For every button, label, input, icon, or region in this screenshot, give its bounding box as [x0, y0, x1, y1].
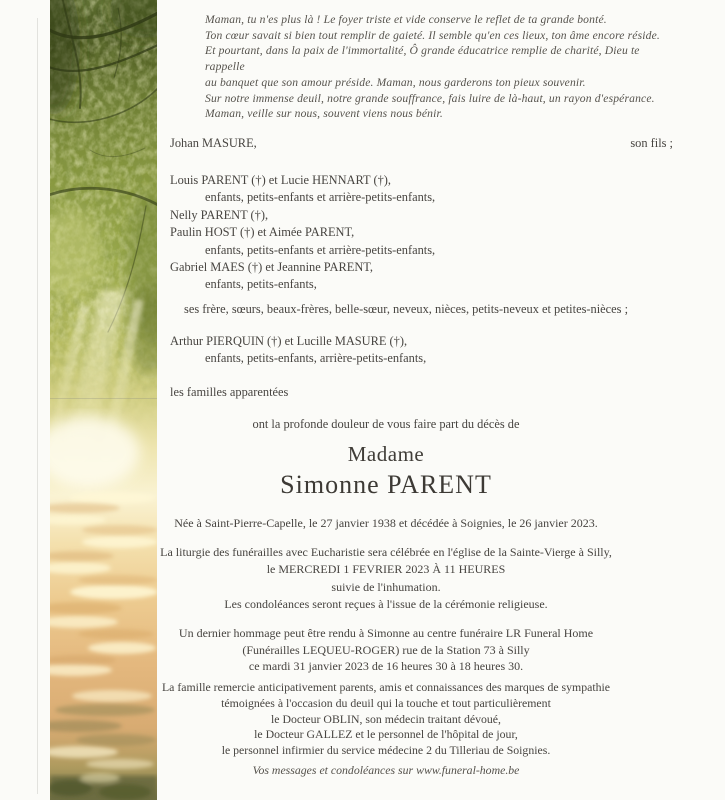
son-relation: son fils ; [630, 136, 673, 150]
family-line: Paulin HOST (†) et Aimée PARENT, [170, 225, 355, 240]
condolences-line: Les condoléances seront reçues à l'issue de la cérémonie religieuse. [224, 597, 548, 611]
family-line: Arthur PIERQUIN (†) et Lucille MASURE (†), [170, 334, 408, 348]
family-line-descendants: enfants, petits-enfants, [205, 277, 317, 292]
poem-line-3: Et pourtant, dans la paix de l'immortalité, Ô grande éducatrice remplie de charité, Dieu te rappelle [205, 44, 640, 74]
related-families-line: les familles apparentées [170, 385, 289, 399]
tribute-block [146, 625, 626, 675]
family-list-second [170, 333, 670, 368]
siblings-line: ses frère, sœurs, beaux-frères, belle-sœur, neveux, nièces, petits-neveux et petites-nièces ; [184, 302, 629, 316]
tribute-line-2: (Funérailles LEQUEU-ROGER) rue de la Station 73 à Silly [242, 642, 530, 657]
thanks-line-5: le personnel infirmier du service médecine 2 du Tilleriau de Soignies. [221, 743, 551, 758]
forest-path-photo [50, 0, 157, 800]
announcement-intro: ont la profonde douleur de vous faire part du décès de [252, 417, 520, 431]
forest-path-illustration [50, 0, 157, 800]
family-line: Gabriel MAES (†) et Jeannine PARENT, [170, 260, 374, 275]
poem-line-5: Sur notre immense deuil, notre grande souffrance, fais luire de là-haut, un rayon d'espérance. [205, 91, 655, 105]
poem-line-6: Maman, veille sur nous, souvent viens nous bénir. [205, 107, 443, 121]
family-line-descendants: enfants, petits-enfants et arrière-petits-enfants, [205, 190, 436, 205]
tribute-line-3: ce mardi 31 janvier 2023 de 16 heures 30 à 18 heures 30. [248, 659, 524, 674]
thanks-block [146, 680, 626, 759]
memorial-poem [205, 12, 665, 122]
family-line-descendants: enfants, petits-enfants, arrière-petits-enfants, [205, 351, 427, 366]
website-line: Vos messages et condoléances sur www.funeral-home.be [252, 763, 520, 777]
deceased-title: Madame [347, 442, 425, 466]
poem-line-4: au banquet que son amour préside. Maman, nous garderons ton pieux souvenir. [205, 75, 586, 89]
liturgy-block [146, 544, 626, 596]
thanks-line-1: La famille remercie anticipativement parents, amis et connaissances des marques de sympathie [161, 680, 611, 694]
tribute-line-1: Un dernier hommage peut être rendu à Simonne au centre funéraire LR Funeral Home [178, 626, 594, 640]
liturgy-line-1: La liturgie des funérailles avec Eucharistie sera célébrée en l'église de la Sainte-Vierge à Silly, [160, 545, 612, 559]
thanks-line-3: le Docteur OBLIN, son médecin traitant dévoué, [271, 711, 501, 726]
son-name: Johan MASURE, [170, 136, 257, 150]
liturgy-line-3: suivie de l'inhumation. [331, 579, 441, 594]
family-line-descendants: enfants, petits-enfants et arrière-petits-enfants, [205, 242, 436, 257]
scan-edge-line [37, 18, 38, 794]
family-line: Nelly PARENT (†), [170, 207, 269, 222]
poem-line-1: Maman, tu n'es plus là ! Le foyer triste et vide conserve le reflet de ta grande bonté. [205, 13, 607, 26]
family-list [170, 172, 670, 294]
liturgy-line-2: le MERCREDI 1 FEVRIER 2023 À 11 HEURES [266, 562, 506, 577]
poem-line-2: Ton cœur savait si bien tout remplir de gaieté. Il semble qu'en ces lieux, ton âme encore réside. [205, 28, 660, 42]
life-dates-line: Née à Saint-Pierre-Capelle, le 27 janvier 1938 et décédée à Soignies, le 26 janvier 2023. [174, 516, 598, 530]
thanks-line-4: le Docteur GALLEZ et le personnel de l'hôpital de jour, [254, 727, 518, 742]
deceased-name: Simonne PARENT [280, 470, 492, 499]
family-line: Louis PARENT (†) et Lucie HENNART (†), [170, 173, 392, 187]
son-row [170, 136, 673, 151]
thanks-line-2: témoignées à l'occasion du deuil qui la touche et tout particulièrement [221, 695, 551, 710]
